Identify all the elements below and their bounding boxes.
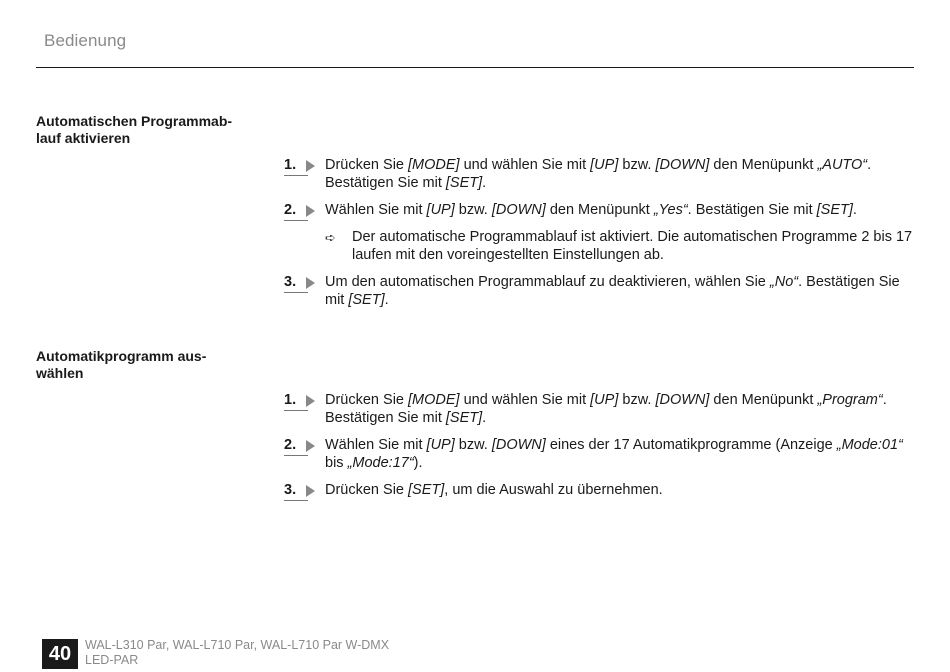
step-text-run: ).: [413, 454, 423, 471]
step-text-run: Drücken Sie: [325, 482, 409, 498]
step-number: 2.: [284, 202, 297, 218]
step-text-run: , um die Auswahl zu übernehmen.: [444, 482, 663, 498]
step-text-emphasis: [SET]: [445, 174, 483, 191]
step-text-emphasis: [UP]: [590, 157, 619, 173]
step-number-marker: [284, 482, 318, 500]
step-text-run: den Menüpunkt: [709, 157, 818, 173]
step-text-run: und wählen Sie mit: [459, 392, 591, 408]
step-number-marker: [284, 202, 318, 220]
step-text-emphasis: [MODE]: [408, 392, 460, 408]
step-text-run: . Bestätigen Sie mit: [325, 157, 872, 191]
step-text-emphasis: [DOWN]: [655, 157, 710, 173]
step-text-run: bzw.: [618, 157, 656, 173]
header-title: Bedienung: [44, 31, 127, 50]
step-underline: [284, 455, 308, 456]
step-text-emphasis: „AUTO“: [817, 157, 868, 173]
step-item: [284, 202, 916, 220]
step-number-marker: [284, 437, 318, 455]
step-text-run: .: [482, 174, 487, 191]
header-divider: [36, 67, 914, 68]
step-text-run: eines der 17 Automatikprogramme (Anzeige: [545, 437, 837, 453]
section-heading-select: [36, 348, 266, 382]
step-text-run: bis: [325, 454, 348, 471]
step-text-emphasis: [SET]: [445, 409, 483, 426]
step-text-emphasis: „Program“: [817, 392, 883, 408]
step-arrow-icon: [306, 205, 315, 217]
step-number-marker: [284, 392, 318, 410]
step-underline: [284, 410, 308, 411]
step-arrow-icon: [306, 440, 315, 452]
section-heading-line: wählen: [36, 365, 84, 381]
step-text-run: und wählen Sie mit: [459, 157, 591, 173]
step-item: [284, 392, 916, 427]
step-item: [284, 157, 916, 192]
step-item: [284, 274, 916, 309]
step-text-emphasis: [UP]: [426, 437, 455, 453]
step-text-run: .: [482, 409, 487, 426]
step-text-run: bzw.: [454, 437, 492, 453]
step-number-marker: [284, 157, 318, 175]
section-heading-activate: [36, 113, 266, 147]
step-underline: [284, 220, 308, 221]
step-text: [325, 437, 916, 472]
result-text: Der automatische Programmablauf ist aktiviert. Die automatischen Programme 2 bis 17 laufen mit den voreingestellten Einstellungen ab.: [352, 229, 913, 263]
step-result: [325, 229, 917, 264]
section-heading-line: lauf aktivieren: [36, 130, 131, 146]
step-text-emphasis: [DOWN]: [655, 392, 710, 408]
step-text-emphasis: [SET]: [348, 291, 385, 308]
step-text-run: .: [384, 291, 389, 308]
step-underline: [284, 500, 308, 501]
step-text-run: Drücken Sie: [325, 157, 409, 173]
step-text-emphasis: „No“: [769, 274, 799, 290]
step-underline: [284, 175, 308, 176]
step-arrow-icon: [306, 395, 315, 407]
section-heading-line: Automatischen Programmab-: [36, 113, 233, 129]
result-arrow-icon: ➪: [325, 230, 336, 245]
step-arrow-icon: [306, 485, 315, 497]
step-text-run: bzw.: [618, 392, 656, 408]
step-number-marker: [284, 274, 318, 292]
step-number: 1.: [284, 392, 297, 408]
step-number: 3.: [284, 274, 297, 290]
step-text: [325, 482, 916, 500]
step-text-run: . Bestätigen Sie mit: [325, 274, 900, 308]
step-text: [325, 392, 916, 427]
step-text-emphasis: [DOWN]: [491, 437, 546, 453]
step-text-run: den Menüpunkt: [709, 392, 818, 408]
step-text-run: .: [852, 202, 857, 218]
step-text-emphasis: [MODE]: [408, 157, 460, 173]
step-text-run: . Bestätigen Sie mit: [687, 202, 817, 218]
step-text: [325, 202, 916, 220]
step-arrow-icon: [306, 160, 315, 172]
step-text-run: Wählen Sie mit: [325, 437, 427, 453]
step-text-emphasis: [DOWN]: [491, 202, 546, 218]
step-number: 1.: [284, 157, 297, 173]
step-text: [325, 157, 916, 192]
step-text-run: den Menüpunkt: [545, 202, 654, 218]
step-item: [284, 482, 916, 500]
page-number: 40: [42, 639, 78, 669]
step-text-run: Drücken Sie: [325, 392, 409, 408]
step-text-run: Wählen Sie mit: [325, 202, 427, 218]
step-text-run: . Bestätigen Sie mit: [325, 392, 887, 426]
step-text: [325, 274, 916, 309]
step-text-emphasis: „Mode:17“: [347, 454, 414, 471]
step-text-run: bzw.: [454, 202, 492, 218]
step-number: 2.: [284, 437, 297, 453]
step-text-emphasis: „Mode:01“: [836, 437, 903, 453]
step-text-emphasis: [UP]: [426, 202, 455, 218]
step-text-emphasis: „Yes“: [653, 202, 688, 218]
step-text-emphasis: [SET]: [816, 202, 853, 218]
step-text-emphasis: [UP]: [590, 392, 619, 408]
step-arrow-icon: [306, 277, 315, 289]
section-heading-line: Automatikprogramm aus-: [36, 348, 207, 364]
step-number: 3.: [284, 482, 297, 498]
footer-model-line: WAL-L310 Par, WAL-L710 Par, WAL-L710 Par W-DMX: [85, 638, 390, 652]
step-item: [284, 437, 916, 472]
step-text-emphasis: [SET]: [408, 482, 445, 498]
footer-product-line: LED-PAR: [85, 653, 139, 667]
step-underline: [284, 292, 308, 293]
step-text-run: Um den automatischen Programmablauf zu deaktivieren, wählen Sie: [325, 274, 770, 290]
